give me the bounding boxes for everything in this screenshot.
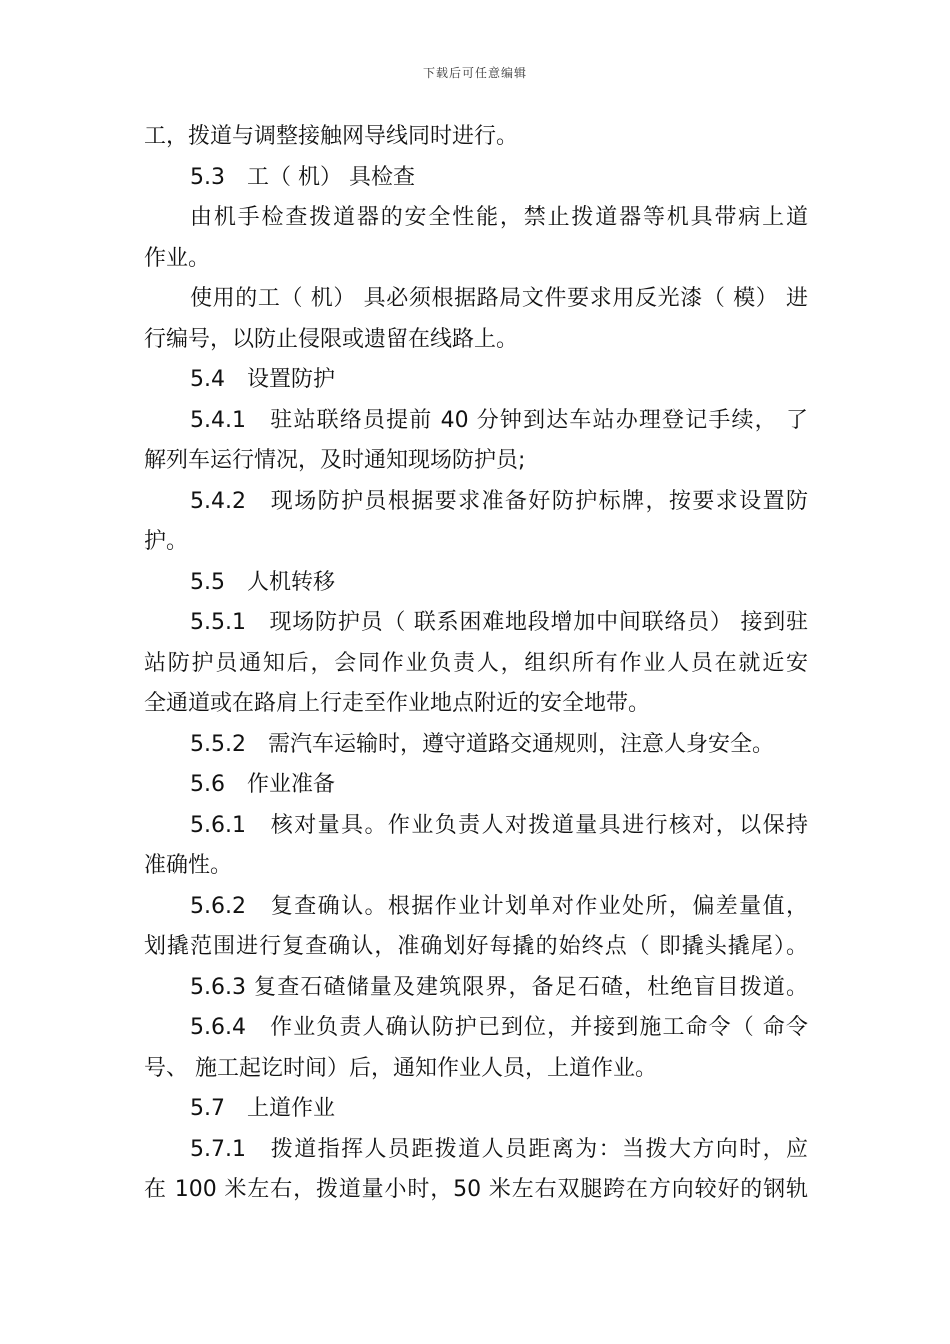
text-line: 护。 <box>144 529 189 554</box>
section-heading-5-7: 5.7 上道作业 <box>190 1096 335 1121</box>
section-heading-5-6: 5.6 作业准备 <box>190 772 335 797</box>
text-line: 5.6.4 作业负责人确认防护已到位，并接到施工命令（ 命令 <box>190 1015 808 1040</box>
text-line: 5.4.1 驻站联络员提前 40 分钟到达车站办理登记手续， 了 <box>190 407 808 433</box>
text-line: 5.6.1 核对量具。作业负责人对拨道量具进行核对，以保持 <box>190 812 808 838</box>
text-line: 全通道或在路肩上行走至作业地点附近的安全地带。 <box>144 691 651 716</box>
text-line: 使用的工（ 机） 具必须根据路局文件要求用反光漆（ 模） 进 <box>190 286 808 311</box>
text-line: 5.4.2 现场防护员根据要求准备好防护标牌，按要求设置防 <box>190 488 808 514</box>
section-heading-5-3: 5.3 工（ 机） 具检查 <box>190 164 415 190</box>
section-heading-5-4: 5.4 设置防护 <box>190 367 335 392</box>
text-line: 5.6.3 复查石碴储量及建筑限界，备足石碴，杜绝盲目拨道。 <box>190 974 808 1000</box>
text-line: 划撬范围进行复查确认，准确划好每撬的始终点（ 即撬头撬尾）。 <box>144 934 808 959</box>
text-line: 解列车运行情况，及时通知现场防护员; <box>144 448 526 473</box>
text-line: 在 100 米左右，拨道量小时，50 米左右双腿跨在方向较好的钢轨 <box>144 1177 808 1202</box>
text-line: 5.6.2 复查确认。根据作业计划单对作业处所，偏差量值， <box>190 893 808 919</box>
text-line: 号、 施工起讫时间）后，通知作业人员，上道作业。 <box>144 1055 657 1081</box>
text-line: 5.5.2 需汽车运输时，遵守道路交通规则，注意人身安全。 <box>190 731 774 757</box>
text-line: 5.7.1 拨道指挥人员距拨道人员距离为：当拨大方向时，应 <box>190 1136 808 1162</box>
text-line: 行编号，以防止侵限或遗留在线路上。 <box>144 326 519 352</box>
text-line: 工，拨道与调整接触网导线同时进行。 <box>144 124 519 149</box>
text-line: 5.5.1 现场防护员（ 联系困难地段增加中间联络员） 接到驻 <box>190 610 808 635</box>
page-header: 下载后可任意编辑 <box>422 66 527 80</box>
text-line: 作业。 <box>144 245 211 271</box>
text-line: 准确性。 <box>144 853 233 878</box>
text-line: 由机手检查拨道器的安全性能，禁止拨道器等机具带病上道 <box>190 205 808 230</box>
document-body <box>144 117 808 1211</box>
section-heading-5-5: 5.5 人机转移 <box>190 569 335 595</box>
text-line: 站防护员通知后，会同作业负责人，组织所有作业人员在就近安 <box>144 650 808 676</box>
